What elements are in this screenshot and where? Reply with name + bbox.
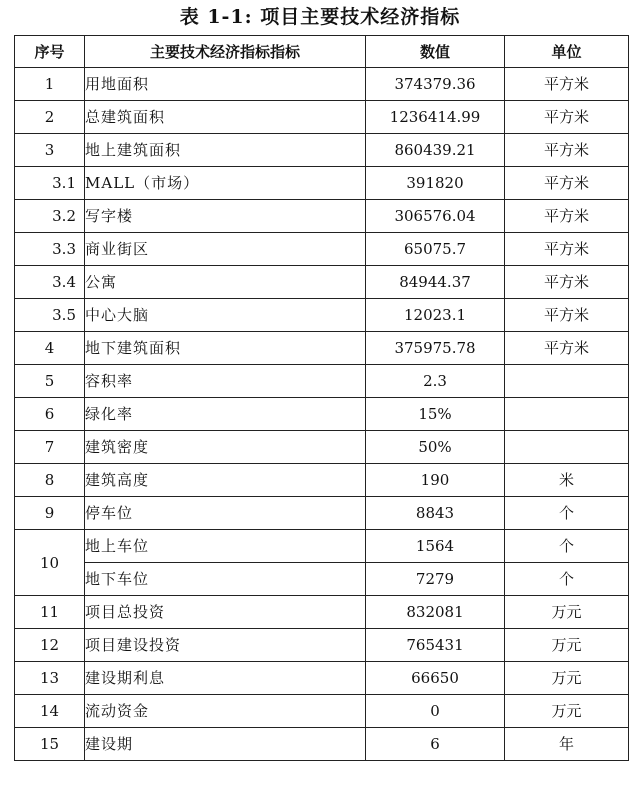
row-value: 15% bbox=[366, 398, 505, 431]
row-seq: 3 bbox=[15, 134, 85, 167]
row-value: 8843 bbox=[366, 497, 505, 530]
table-row bbox=[15, 68, 629, 101]
row-seq: 4 bbox=[15, 332, 85, 365]
table-row bbox=[15, 728, 629, 761]
row-value: 375975.78 bbox=[366, 332, 505, 365]
row-name: 地上车位 bbox=[85, 530, 366, 563]
table-row bbox=[15, 497, 629, 530]
row-seq: 14 bbox=[15, 695, 85, 728]
row-value: 6 bbox=[366, 728, 505, 761]
row-unit: 平方米 bbox=[505, 68, 629, 101]
row-unit: 万元 bbox=[505, 596, 629, 629]
row-value: 12023.1 bbox=[366, 299, 505, 332]
row-name: 建设期利息 bbox=[85, 662, 366, 695]
row-value: 2.3 bbox=[366, 365, 505, 398]
row-seq: 7 bbox=[15, 431, 85, 464]
table-row bbox=[15, 431, 629, 464]
table-row bbox=[15, 398, 629, 431]
row-seq: 2 bbox=[15, 101, 85, 134]
table-row bbox=[15, 233, 629, 266]
row-name: 商业街区 bbox=[85, 233, 366, 266]
row-seq: 13 bbox=[15, 662, 85, 695]
row-name: 建设期 bbox=[85, 728, 366, 761]
row-seq: 3.2 bbox=[15, 200, 85, 233]
row-unit bbox=[505, 398, 629, 431]
header-value: 数值 bbox=[366, 36, 505, 68]
row-unit: 个 bbox=[505, 530, 629, 563]
table-row bbox=[15, 167, 629, 200]
row-value: 84944.37 bbox=[366, 266, 505, 299]
row-value: 374379.36 bbox=[366, 68, 505, 101]
row-unit: 平方米 bbox=[505, 101, 629, 134]
table-row bbox=[15, 464, 629, 497]
row-unit: 米 bbox=[505, 464, 629, 497]
table-row bbox=[15, 101, 629, 134]
table-row bbox=[15, 596, 629, 629]
row-unit: 平方米 bbox=[505, 200, 629, 233]
row-value: 860439.21 bbox=[366, 134, 505, 167]
row-value: 1564 bbox=[366, 530, 505, 563]
row-seq: 1 bbox=[15, 68, 85, 101]
row-seq: 12 bbox=[15, 629, 85, 662]
row-unit: 平方米 bbox=[505, 266, 629, 299]
table-row bbox=[15, 332, 629, 365]
row-value: 7279 bbox=[366, 563, 505, 596]
row-unit: 平方米 bbox=[505, 233, 629, 266]
table-row bbox=[15, 530, 629, 563]
row-name: 中心大脑 bbox=[85, 299, 366, 332]
row-name: 流动资金 bbox=[85, 695, 366, 728]
row-name: 容积率 bbox=[85, 365, 366, 398]
row-unit: 万元 bbox=[505, 629, 629, 662]
row-seq: 8 bbox=[15, 464, 85, 497]
table-row bbox=[15, 200, 629, 233]
row-value: 66650 bbox=[366, 662, 505, 695]
row-name: 项目建设投资 bbox=[85, 629, 366, 662]
row-unit: 平方米 bbox=[505, 167, 629, 200]
row-value: 832081 bbox=[366, 596, 505, 629]
indicator-table bbox=[14, 35, 629, 761]
row-seq: 6 bbox=[15, 398, 85, 431]
row-value: 0 bbox=[366, 695, 505, 728]
table-row bbox=[15, 695, 629, 728]
row-seq: 15 bbox=[15, 728, 85, 761]
table-row bbox=[15, 662, 629, 695]
row-unit: 平方米 bbox=[505, 332, 629, 365]
row-name: 地下建筑面积 bbox=[85, 332, 366, 365]
row-name: 地上建筑面积 bbox=[85, 134, 366, 167]
row-name: 建筑密度 bbox=[85, 431, 366, 464]
table-title: 表 1-1: 项目主要技术经济指标 bbox=[179, 6, 461, 28]
table-row bbox=[15, 299, 629, 332]
header-seq: 序号 bbox=[15, 36, 85, 68]
row-value: 65075.7 bbox=[366, 233, 505, 266]
row-name: 写字楼 bbox=[85, 200, 366, 233]
row-unit: 平方米 bbox=[505, 299, 629, 332]
row-unit: 年 bbox=[505, 728, 629, 761]
row-unit bbox=[505, 431, 629, 464]
row-seq: 3.5 bbox=[15, 299, 85, 332]
header-unit: 单位 bbox=[505, 36, 629, 68]
header-row bbox=[15, 36, 629, 68]
row-name: 用地面积 bbox=[85, 68, 366, 101]
row-name: MALL（市场） bbox=[85, 167, 366, 200]
row-value: 765431 bbox=[366, 629, 505, 662]
table-row bbox=[15, 134, 629, 167]
row-value: 306576.04 bbox=[366, 200, 505, 233]
row-seq: 3.3 bbox=[15, 233, 85, 266]
row-name: 地下车位 bbox=[85, 563, 366, 596]
row-name: 项目总投资 bbox=[85, 596, 366, 629]
row-name: 建筑高度 bbox=[85, 464, 366, 497]
row-unit: 个 bbox=[505, 563, 629, 596]
row-seq: 11 bbox=[15, 596, 85, 629]
row-name: 停车位 bbox=[85, 497, 366, 530]
table-row bbox=[15, 365, 629, 398]
table-row bbox=[15, 563, 629, 596]
row-seq: 3.1 bbox=[15, 167, 85, 200]
table-row bbox=[15, 266, 629, 299]
row-name: 公寓 bbox=[85, 266, 366, 299]
row-seq: 5 bbox=[15, 365, 85, 398]
row-seq-merged: 10 bbox=[15, 530, 85, 596]
header-name: 主要技术经济指标指标 bbox=[85, 36, 366, 68]
row-unit: 平方米 bbox=[505, 134, 629, 167]
row-seq: 9 bbox=[15, 497, 85, 530]
row-value: 50% bbox=[366, 431, 505, 464]
row-unit bbox=[505, 365, 629, 398]
row-unit: 个 bbox=[505, 497, 629, 530]
row-value: 190 bbox=[366, 464, 505, 497]
row-unit: 万元 bbox=[505, 662, 629, 695]
row-seq: 3.4 bbox=[15, 266, 85, 299]
row-name: 绿化率 bbox=[85, 398, 366, 431]
table-row bbox=[15, 629, 629, 662]
row-unit: 万元 bbox=[505, 695, 629, 728]
row-value: 391820 bbox=[366, 167, 505, 200]
row-name: 总建筑面积 bbox=[85, 101, 366, 134]
row-value: 1236414.99 bbox=[366, 101, 505, 134]
